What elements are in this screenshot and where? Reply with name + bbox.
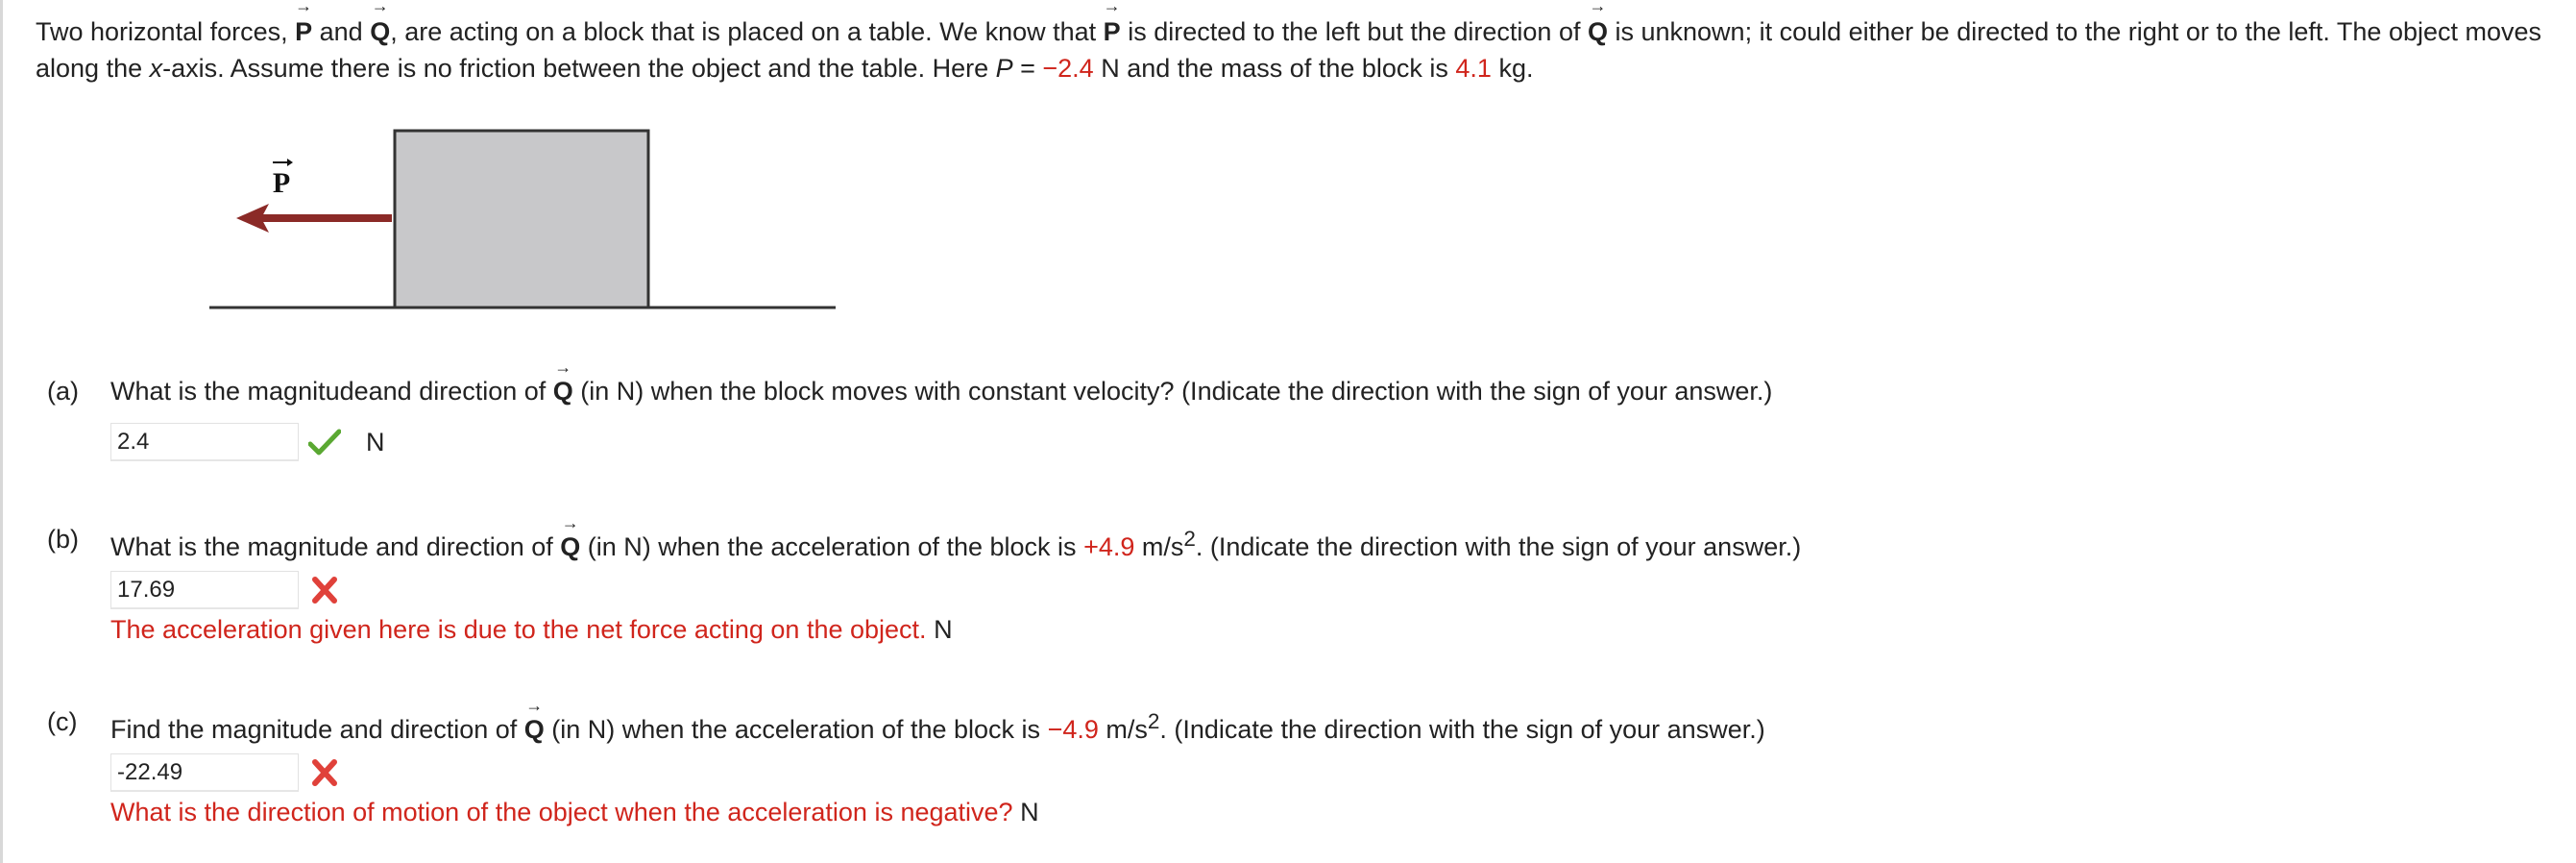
question-text: What is the magnitude and direction of → Q (in N) when the acceleration of the block is +4.9 $m/s^2$. (Indicate the direction with the sign of your answer.) [110, 523, 1801, 563]
intro-text: -axis. Assume there is no friction between the object and the table. Here [162, 54, 996, 83]
question-text: Find the magnitude and direction of → Q (in N) when the acceleration of the block is −4.9 $m/s^2$. (Indicate the direction with the sign of your answer.) [110, 705, 1765, 746]
block-force-diagram [209, 125, 843, 317]
cross-icon [308, 576, 341, 604]
problem-statement [36, 13, 2552, 86]
x-axis-variable: x [149, 54, 163, 83]
intro-text: , are acting on a block that is placed on a table. We know that [390, 17, 1104, 46]
force-p-label: P [272, 167, 291, 199]
intro-text: is unknown; it could either be directed to the right or to the left. The object moves along the [36, 17, 2542, 83]
vector-q: → Q [370, 13, 390, 50]
block [395, 131, 648, 308]
answer-input-a[interactable]: 2.4 [110, 423, 299, 461]
intro-text: Two horizontal forces, [36, 17, 296, 46]
question-text: What is the magnitudeand direction of → Q (in N) when the block moves with constant velocity? (Indicate the direction with the sign of your answer.) [110, 375, 1772, 407]
intro-text: and [312, 17, 371, 46]
answer-input-c[interactable]: -22.49 [110, 753, 299, 792]
p-value: −2.4 [1042, 54, 1094, 83]
mass-value: 4.1 [1455, 54, 1492, 83]
unit-label: N [1020, 798, 1039, 826]
feedback-text: The acceleration given here is due to the net force acting on the object. [110, 615, 927, 644]
check-icon [308, 428, 341, 456]
vector-q: → Q [1588, 13, 1608, 50]
question-tag: (c) [47, 707, 78, 736]
intro-text: is directed to the left but the direction of [1120, 17, 1588, 46]
unit-label: N [934, 615, 953, 644]
cross-icon [308, 758, 341, 787]
question-tag: (a) [47, 377, 79, 406]
intro-text: kg. [1491, 54, 1534, 83]
vector-q: → Q [524, 713, 545, 746]
feedback-b [110, 613, 953, 646]
acceleration-value: −4.9 [1047, 715, 1099, 744]
acceleration-value: +4.9 [1083, 532, 1135, 561]
vector-bar-tip [287, 159, 293, 166]
feedback-c [110, 796, 1039, 828]
intro-text: = [1012, 54, 1043, 83]
vector-q: → Q [553, 375, 573, 407]
vector-q: → Q [560, 530, 580, 563]
p-variable: P [995, 54, 1013, 83]
question-tag: (b) [47, 525, 79, 554]
answer-input-b[interactable]: 17.69 [110, 571, 299, 609]
intro-text: N and the mass of the block is [1093, 54, 1456, 83]
feedback-text: What is the direction of motion of the object when the acceleration is negative? [110, 798, 1013, 826]
vector-p: → P [1104, 13, 1121, 50]
vector-p: → P [295, 13, 312, 50]
unit-label: N [366, 428, 385, 456]
